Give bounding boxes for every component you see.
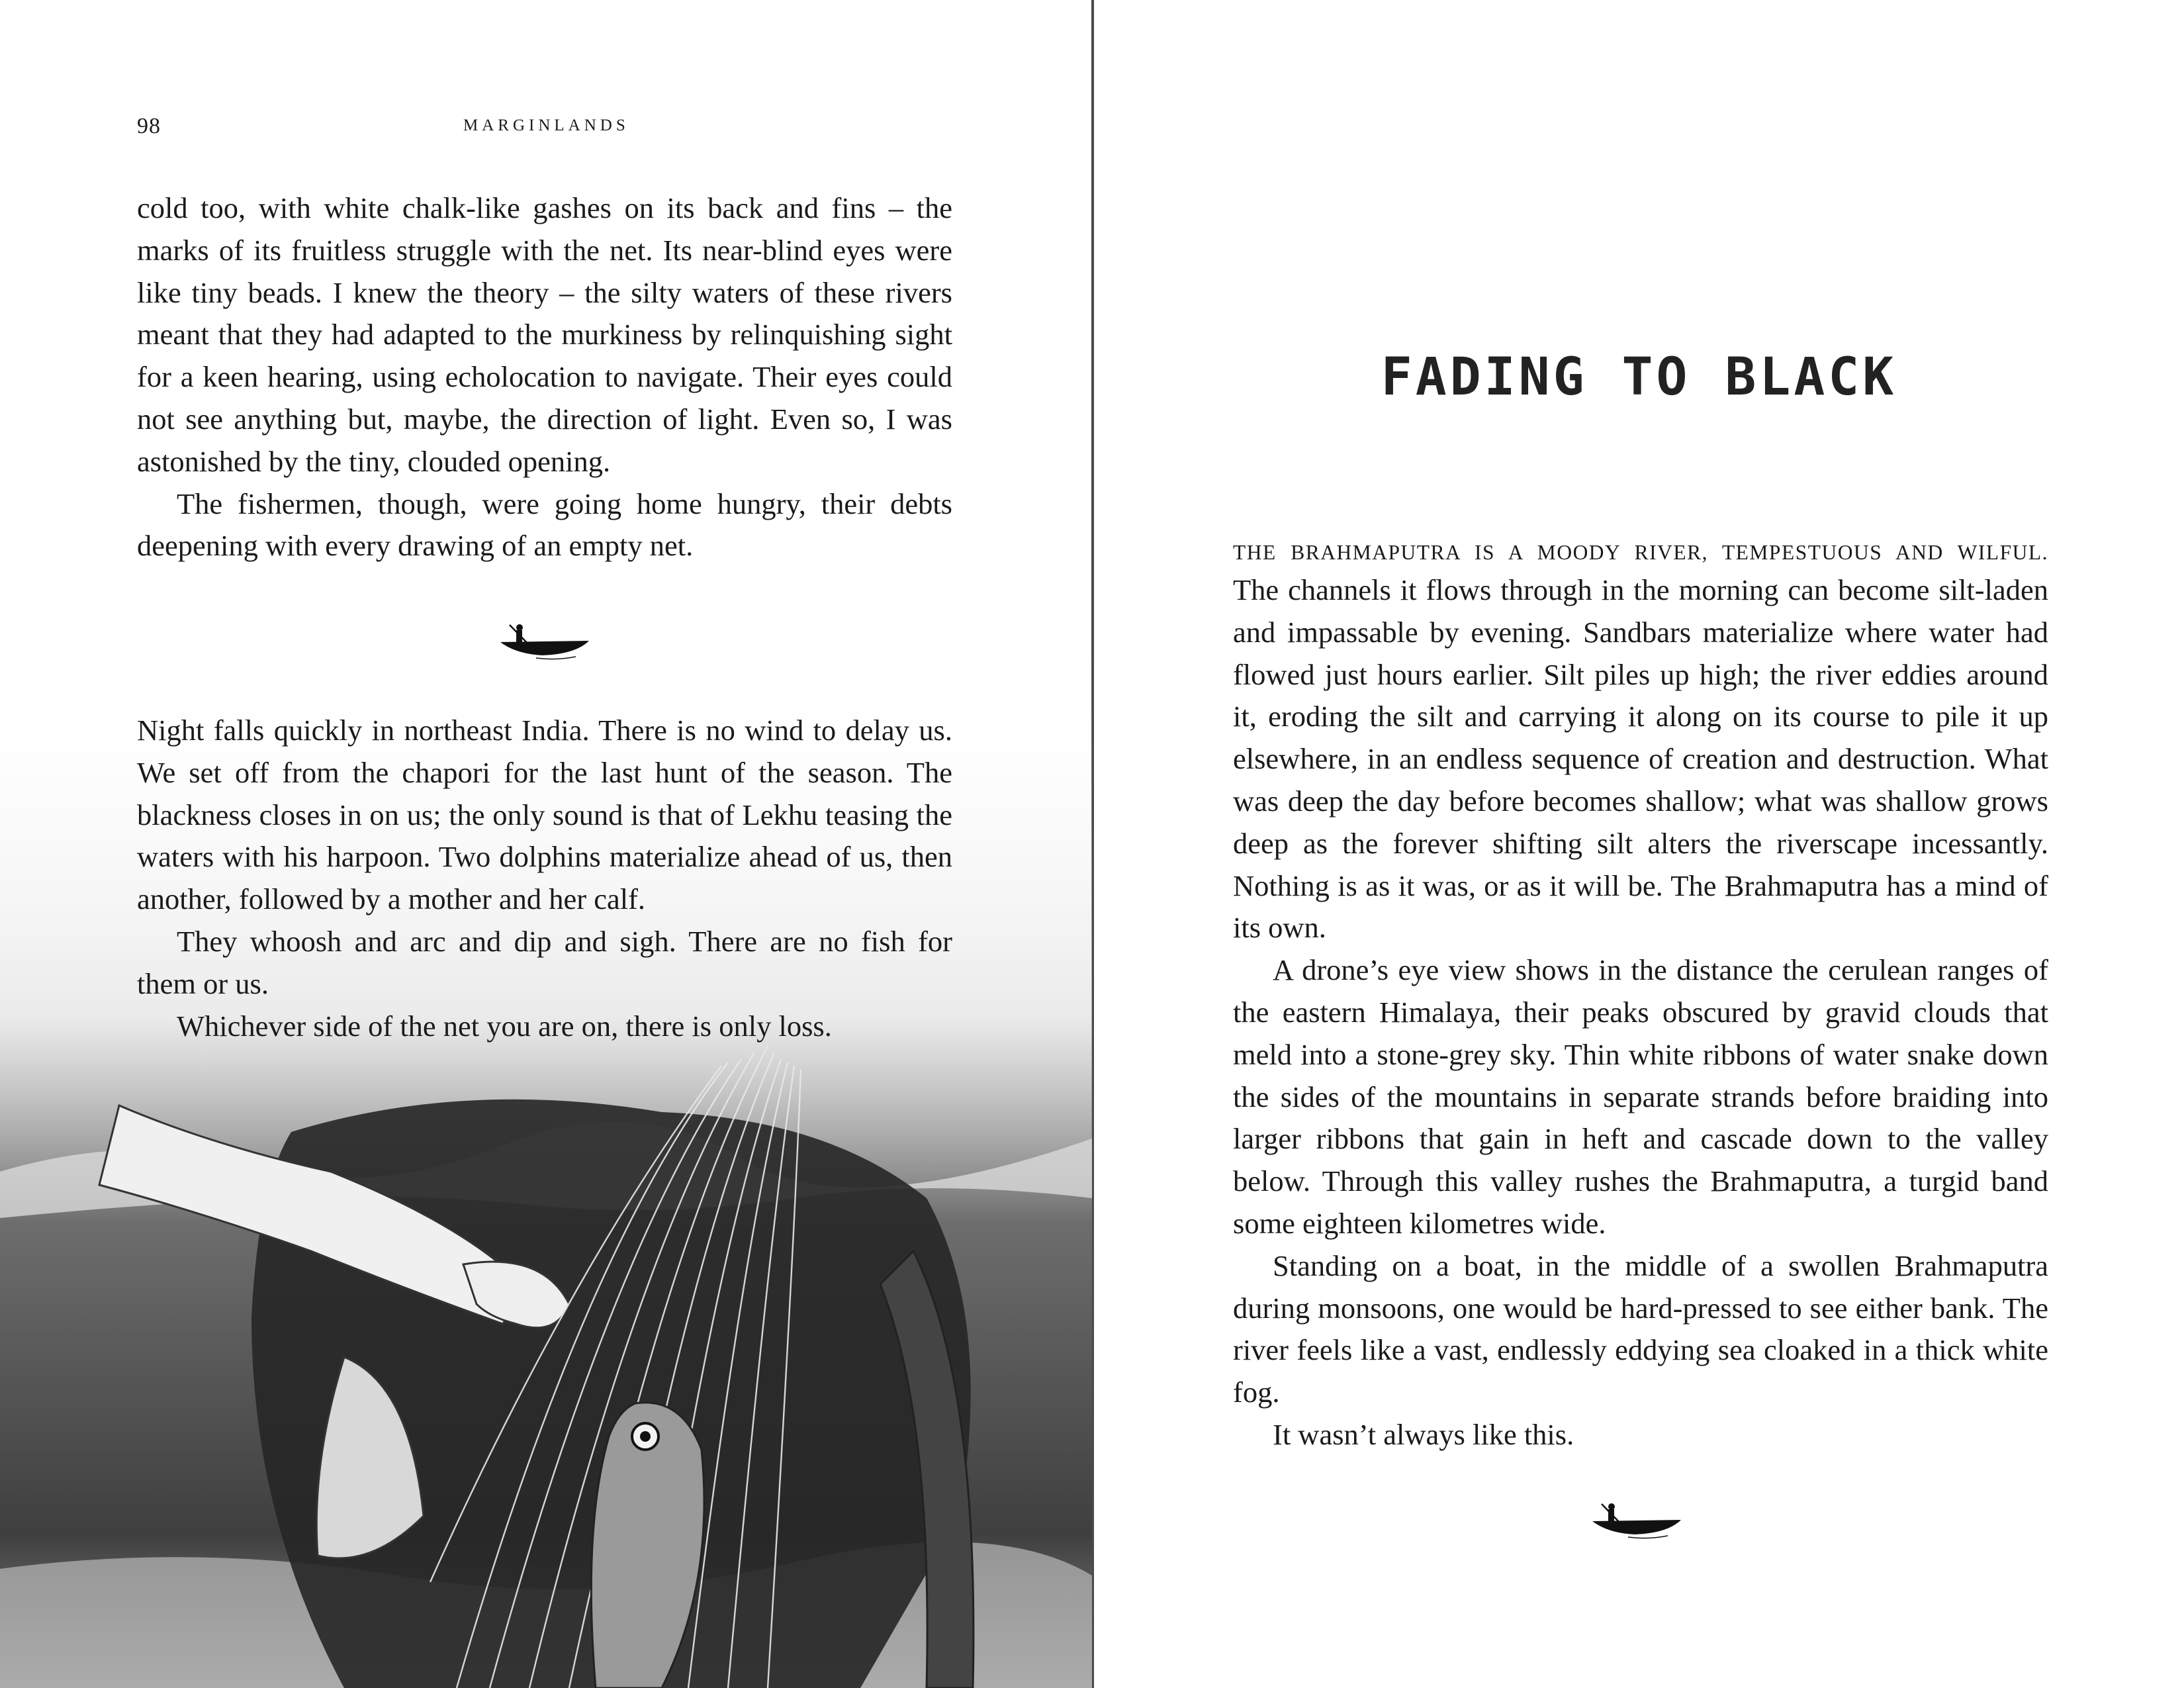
right-text <box>1233 536 2048 1456</box>
paragraph: A drone’s eye view shows in the distance the cerulean ranges of the eastern Himalaya, their peaks obscured by gravid clouds that meld into a stone-grey sky. Thin white ribbons of water snake down the sides of the mountains in separate strands before braiding into larger ribbons that gain in heft and cascade down to the valley below. Through this valley rushes the Brahmaputra, a turgid band some eighteen kilometres wide. <box>1233 953 2048 1240</box>
paragraph: Night falls quickly in northeast India. There is no wind to delay us. We set off from the chapori for the last hunt of the season. The blackness closes in on us; the only sound is that of Lekhu teasing the waters with his harpoon. Two dolphins materialize ahead of us, then another, followed by a mother and her calf. <box>137 714 952 916</box>
boat-icon <box>1588 1495 1688 1541</box>
page-number: 98 <box>137 114 161 138</box>
paragraph: Standing on a boat, in the middle of a swollen Brahmaputra during monsoons, one would be hard-pressed to see either bank. The river feels like a vast, endlessly eddying sea cloaked in a thick white fog. <box>1233 1248 2048 1409</box>
running-head: MARGINLANDS <box>463 117 629 134</box>
paragraph: The fishermen, though, were going home hungry, their debts deepening with every drawing of an empty net. <box>137 487 952 563</box>
chapter-title: FADING TO BLACK <box>1381 348 1897 407</box>
paragraph: The channels it flows through in the morning can become silt-laden and impassable by evening. Sandbars materialize where water had flowed just hours earlier. Silt piles up high; the river eddies around it, eroding the silt and carrying it along on its course to pile it up elsewhere, in an endless sequence of creation and destruction. What was deep the day before becomes shallow; what was shallow grows deep as the forever shifting silt alters the riverscape incessantly. Nothing is as it was, or as it will be. The Brahmaputra has a mind of its own. <box>1233 573 2048 945</box>
left-text-bottom <box>137 710 952 1047</box>
paragraph: Whichever side of the net you are on, there is only loss. <box>177 1009 832 1043</box>
paragraph: It wasn’t always like this. <box>1273 1417 1574 1451</box>
opening-line: THE BRAHMAPUTRA IS A MOODY RIVER, TEMPESTUOUS AND WILFUL. <box>1233 541 2048 564</box>
left-text-top <box>137 187 952 567</box>
paragraph: They whoosh and arc and dip and sigh. There are no fish for them or us. <box>137 924 952 1000</box>
paragraph: cold too, with white chalk-like gashes on its back and fins – the marks of its fruitless struggle with the net. Its near-blind eyes were like tiny beads. I knew the theory – the silty waters of these rivers meant that they had adapted to the murkiness by relinquishing sight for a keen hearing, using echolocation to navigate. Their eyes could not see anything but, maybe, the direction of light. Even so, I was astonished by the tiny, clouded opening. <box>137 191 952 478</box>
